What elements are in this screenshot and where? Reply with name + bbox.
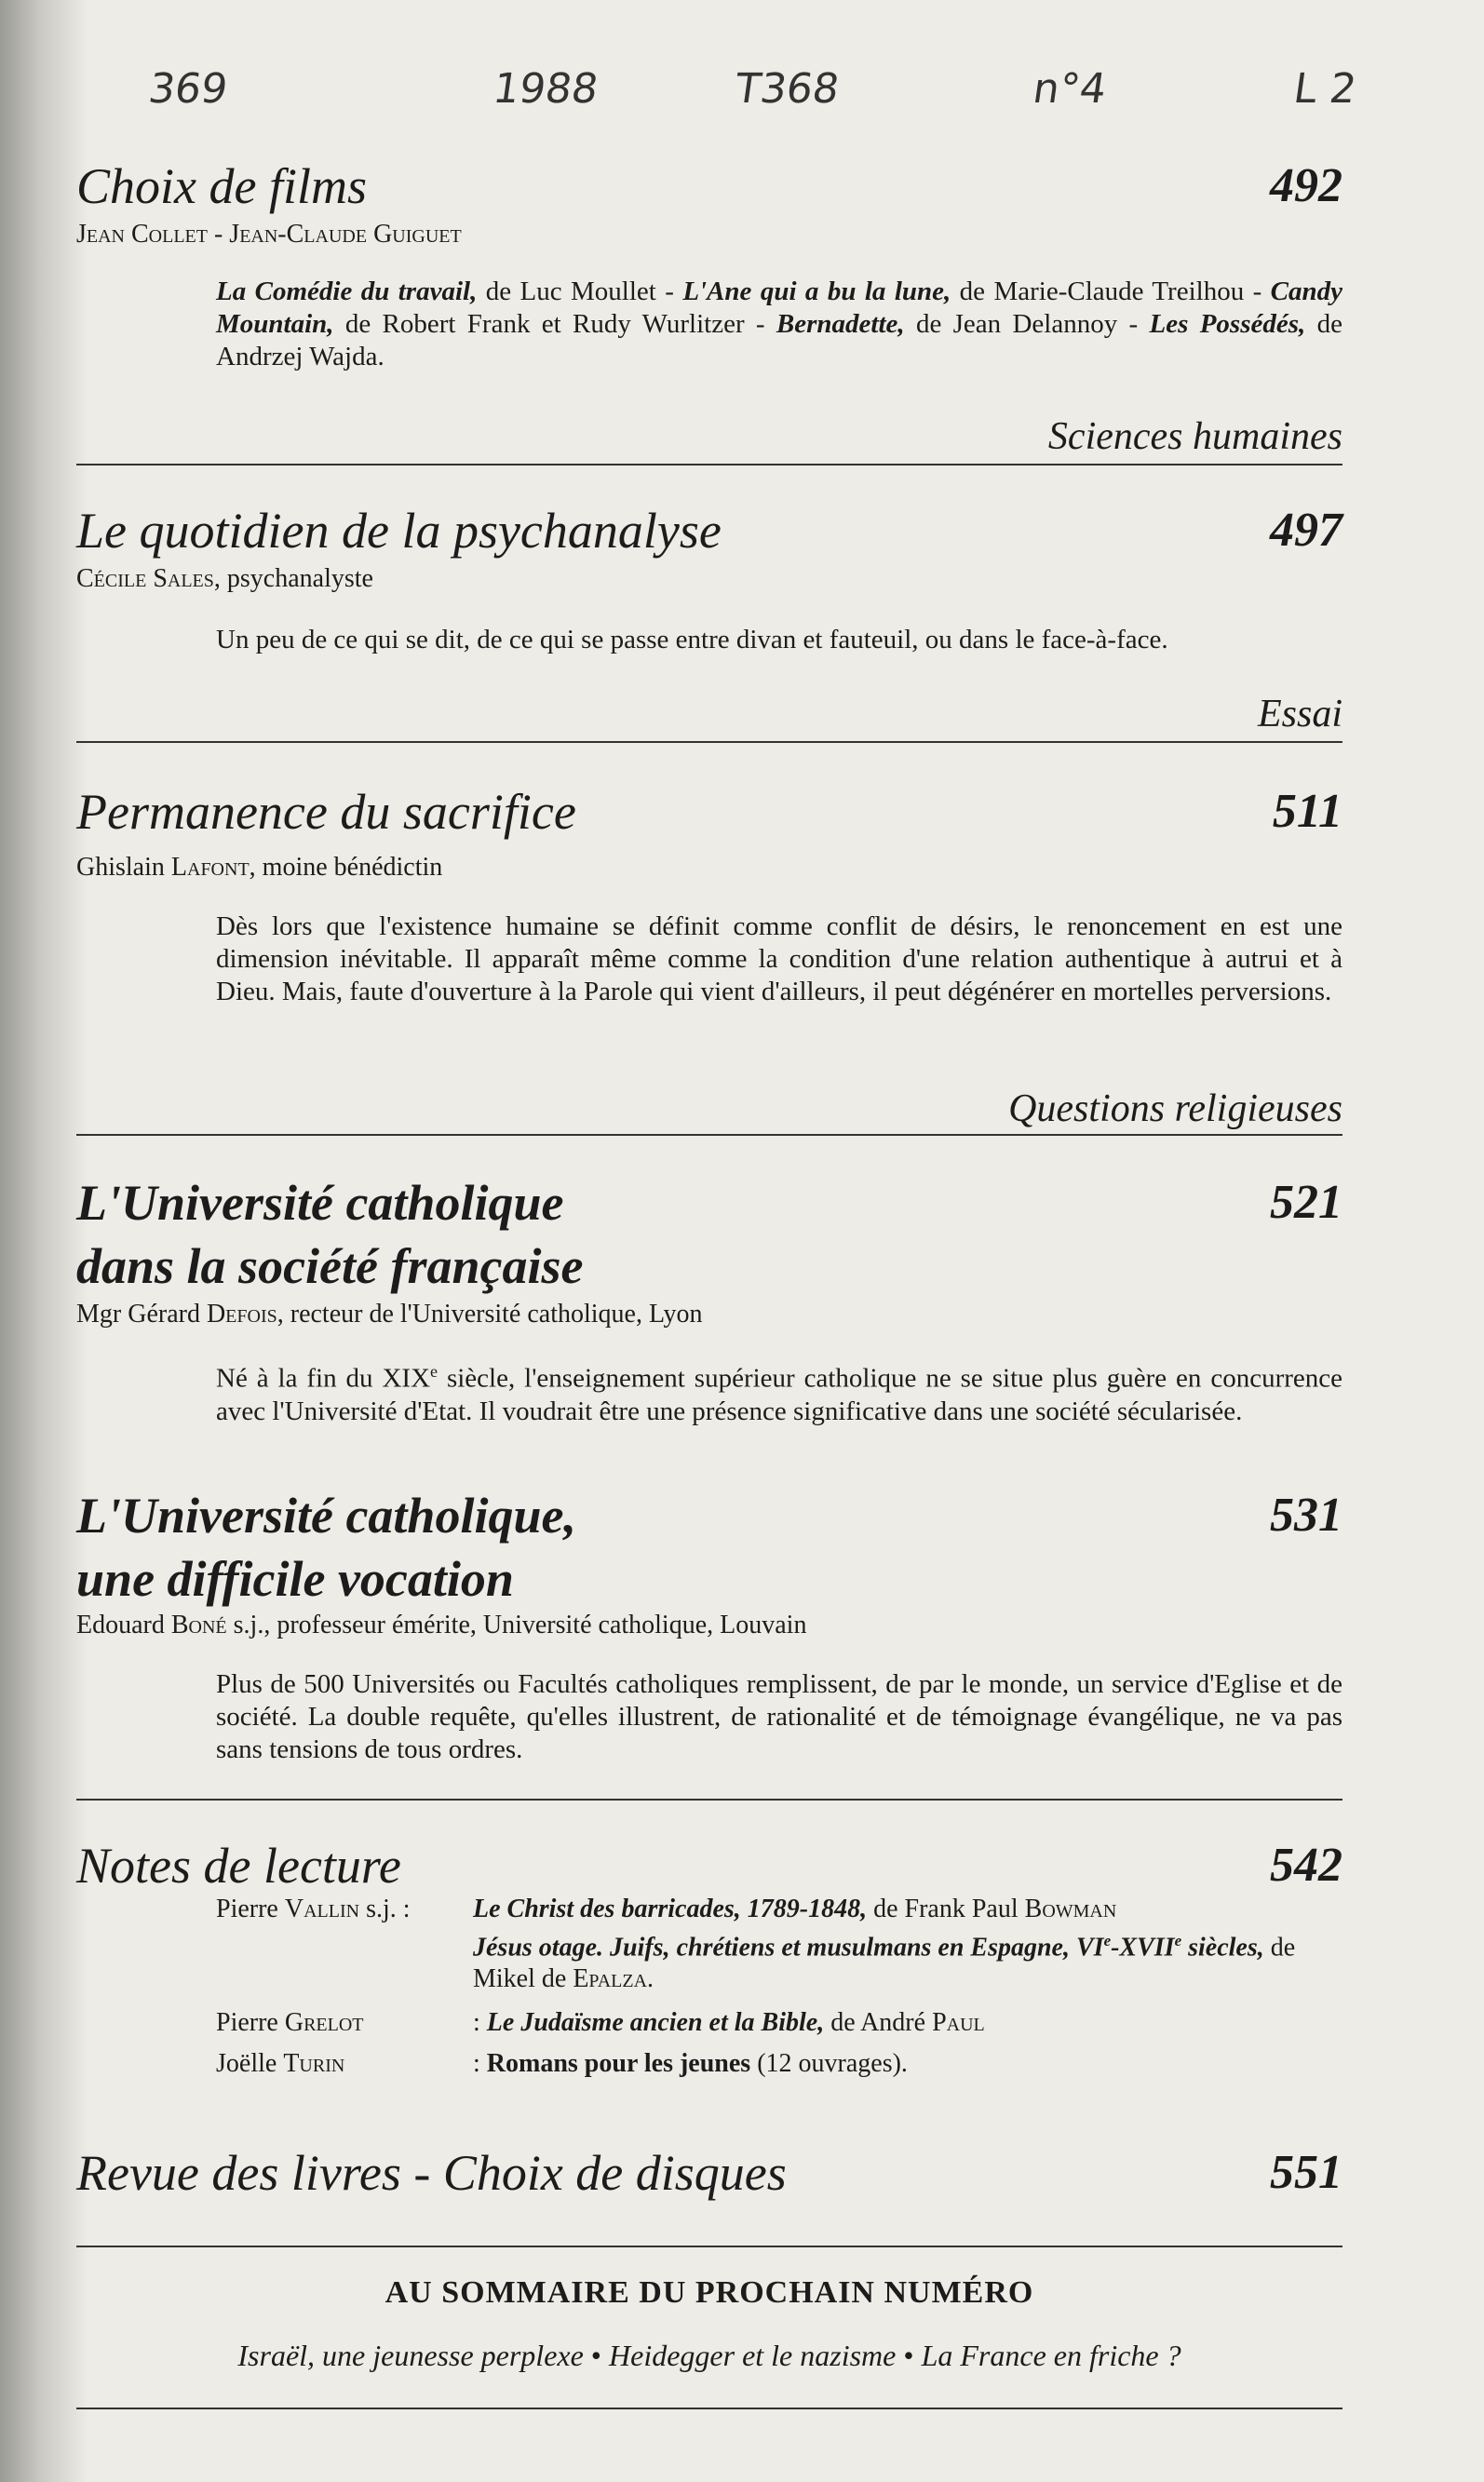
page-number: 531: [1270, 1489, 1342, 1542]
page-number: 492: [1270, 159, 1342, 212]
page-number: 542: [1270, 1839, 1342, 1892]
article-abstract: Dès lors que l'existence humaine se définit comme conflit de désirs, le renoncement en est une dimension inévitable. Il apparaît même comme la condition d'une relation authentique à autrui et à Dieu. Mais, faute d'ouverture à la Parole qui vient d'ailleurs, il peut dégénérer en mortelles perversions.: [216, 911, 1342, 1006]
film-title: Les Possédés,: [1149, 309, 1306, 339]
next-issue-heading: AU SOMMAIRE DU PROCHAIN NUMÉRO: [384, 2275, 1034, 2310]
divider: [76, 464, 1342, 465]
hand-note-1: 369: [145, 65, 231, 113]
topic: Heidegger et le nazisme: [609, 2339, 897, 2372]
film-title: La Comédie du travail,: [216, 277, 478, 306]
film-title: L'Ane qui a bu la lune,: [682, 277, 951, 306]
handwritten-annotations: [0, 65, 1484, 130]
next-issue-topics: [76, 2339, 1342, 2373]
article-title: Le quotidien de la psychanalyse: [76, 503, 722, 559]
topic: La France en friche ?: [921, 2339, 1181, 2372]
article-title: L'Université catholique, une difficile vocation: [76, 1488, 576, 1607]
article-title: Notes de lecture: [76, 1838, 401, 1894]
article-author: Mgr Gérard Defois, recteur de l'Université catholique, Lyon: [76, 1300, 703, 1329]
note-author: Pierre Grelot: [216, 2008, 364, 2037]
article-title: L'Université catholique dans la société française: [76, 1175, 584, 1294]
article-films[interactable]: [76, 155, 1342, 218]
divider: [76, 1134, 1342, 1136]
article-universite-1[interactable]: [76, 1171, 1342, 1298]
page-number: 511: [1272, 785, 1342, 838]
film-title: Bernadette,: [776, 309, 905, 339]
article-abstract: Né à la fin du XIXe siècle, l'enseignement supérieur catholique ne se situe plus guère en concurrence avec l'Université d'Etat. Il voudrait être une présence significative dans une société sécularisée.: [216, 1362, 1342, 1426]
article-revue[interactable]: [76, 2141, 1342, 2205]
bullet-separator: •: [903, 2339, 914, 2372]
article-sacrifice[interactable]: [76, 780, 1342, 843]
note-entry: [216, 1894, 1342, 1995]
divider: [76, 741, 1342, 743]
divider: [76, 1799, 1342, 1801]
article-author: Jean Collet - Jean-Claude Guiguet: [76, 220, 462, 249]
hand-note-3: T368: [732, 65, 843, 113]
note-books: Le Christ des barricades, 1789-1848, de Frank Paul Bowman Jésus otage. Juifs, chrétiens et musulmans en Espagne, VIe-XVIIe siècles, de Mikel de Epalza.: [473, 1895, 1296, 1994]
article-author: Edouard Boné s.j., professeur émérite, Université catholique, Louvain: [76, 1611, 807, 1639]
article-universite-2[interactable]: [76, 1484, 1342, 1611]
page-number: 551: [1270, 2146, 1342, 2199]
hand-note-4: n°4: [1030, 65, 1110, 113]
article-title: Choix de films: [76, 158, 367, 214]
article-notes[interactable]: [76, 1834, 1342, 1897]
article-title: Revue des livres - Choix de disques: [76, 2145, 787, 2201]
topic: Israël, une jeunesse perplexe: [237, 2339, 584, 2372]
article-psychanalyse[interactable]: [76, 499, 1342, 562]
bullet-separator: •: [590, 2339, 601, 2372]
article-abstract: Plus de 500 Universités ou Facultés catholiques remplissent, de par le monde, un service d'Eglise et de société. La double requête, qu'elles illustrent, de rationalité et de témoignage évangélique, ne va pas sans tensions de tous ordres.: [216, 1669, 1342, 1764]
article-author: Cécile Sales, psychanalyste: [76, 564, 373, 593]
page-number: 497: [1270, 504, 1342, 557]
note-entry: [216, 2007, 1342, 2039]
section-rubric: Essai: [1257, 693, 1342, 735]
page-number: 521: [1270, 1176, 1342, 1229]
article-abstract: Un peu de ce qui se dit, de ce qui se passe entre divan et fauteuil, ou dans le face-à-face.: [216, 625, 1168, 654]
article-title: Permanence du sacrifice: [76, 784, 576, 840]
note-author: Joëlle Turin: [216, 2049, 345, 2078]
article-author: Ghislain Lafont, moine bénédictin: [76, 853, 443, 882]
note-author: Pierre Vallin s.j. :: [216, 1895, 411, 1923]
note-entry: [216, 2048, 1342, 2080]
divider: [76, 2246, 1342, 2247]
film-title: Candy Mountain,: [216, 277, 1343, 339]
divider: [76, 2408, 1342, 2409]
hand-note-5: L 2: [1290, 65, 1360, 113]
hand-note-2: 1988: [490, 65, 601, 113]
note-books: : Le Judaïsme ancien et la Bible, de André Paul: [473, 2008, 985, 2037]
note-books: : Romans pour les jeunes (12 ouvrages).: [473, 2049, 908, 2078]
section-rubric: Sciences humaines: [1047, 415, 1342, 458]
article-abstract: La Comédie du travail, de Luc Moullet - L'Ane qui a bu la lune, de Marie-Claude Treilhou - Candy Mountain, de Robert Frank et Rudy Wurlitzer - Bernadette, de Jean Delannoy - Les Possédés, de Andrzej Wajda.: [216, 277, 1343, 371]
scanned-page-edge: [0, 0, 88, 2482]
section-rubric: Questions religieuses: [1008, 1087, 1342, 1130]
